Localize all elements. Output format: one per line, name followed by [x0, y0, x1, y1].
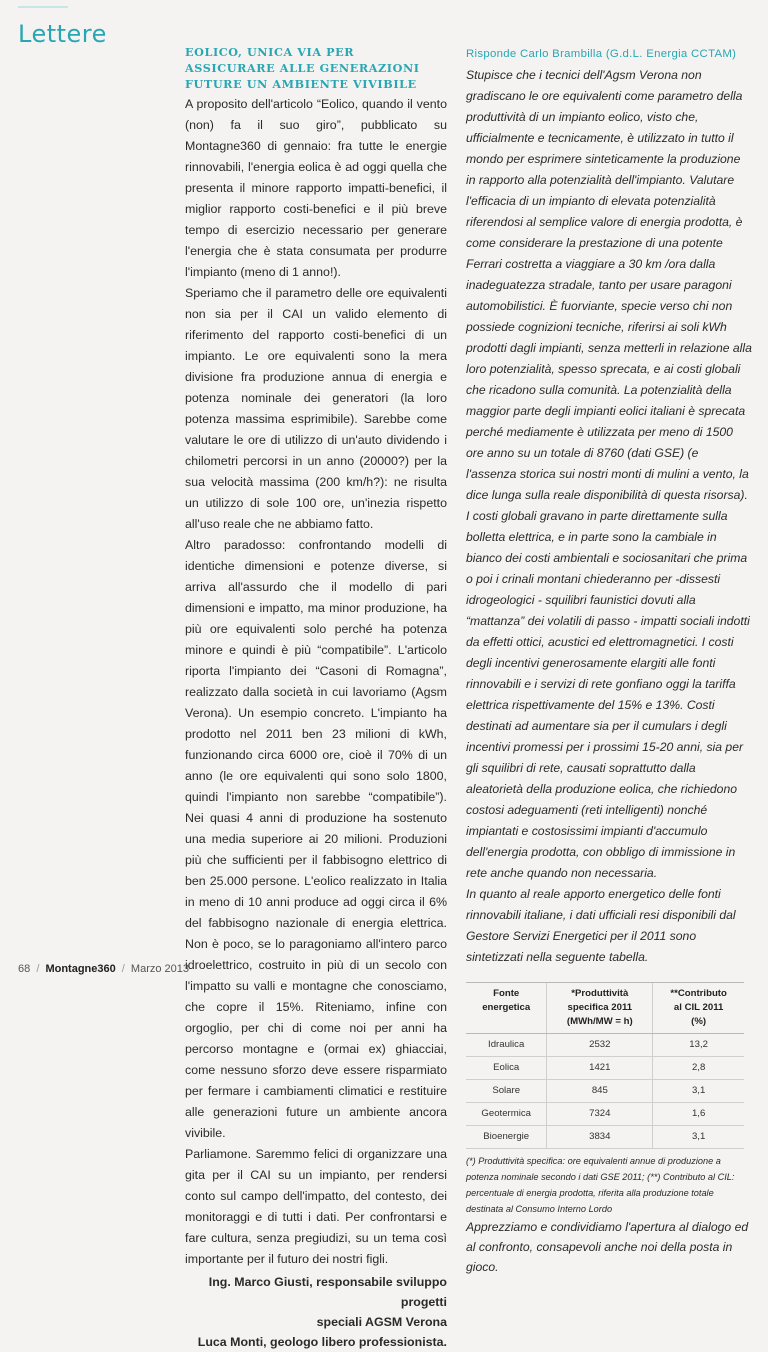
- table-row: [466, 1034, 744, 1057]
- section-rule: [18, 6, 68, 8]
- letter-paragraph: Parliamone. Saremmo felici di organizzare una gita per il CAI su un impianto, per rendersi conto sul campo dell'impatto, del contesto, dei monitoraggi e di tutti i dati. Per confrontarsi e fare cultura, senza pregiudizi, su un tema così importante per il futuro dei nostri figli.: [185, 1147, 447, 1266]
- signature-line: speciali AGSM Verona: [316, 1315, 447, 1329]
- energy-table: [466, 982, 744, 1149]
- header-text: (%): [691, 1016, 707, 1027]
- signature-line: Luca Monti, geologo libero professionista.: [197, 1335, 447, 1349]
- issue-date: Marzo 2013: [130, 963, 190, 975]
- table-footnote: (*) Produttività specifica: ore equivalenti annue di produzione a potenza nominale secondo i dati GSE 2011; (**) Contributo al CIL: percentuale di energia prodotta, riferita alla produzione totale destinata al Consumo Interno Lordo: [466, 1156, 735, 1214]
- reply-closing: Apprezziamo e condividiamo l'apertura al dialogo ed al confronto, consapevoli anche noi della posta in gioco.: [466, 1220, 749, 1274]
- table-cell-contribution: 3,1: [653, 1126, 744, 1149]
- table-cell-contribution: 13,2: [653, 1034, 744, 1057]
- letter-paragraph: Altro paradosso: confrontando modelli di identiche dimensioni e potenze diverse, si arriva all'assurdo che il modello di pari dimensioni e impatto, ma minor produzione, ha più ore equivalenti solo perché ha potenza minore e quindi è più “compatibile”. L'articolo riporta l'impianto dei “Casoni di Romagna”, realizzato dalla società in cui lavoriamo (Agsm Verona). Un esempio concreto. L'impianto ha prodotto nel 2011 ben 23 milioni di kWh, funzionando circa 6000 ore, cioè il 70% di un anno (le ore equivalenti qui sono solo 1800, quindi l'impianto non sarebbe “compatibile”). Nei quasi 4 anni di produzione ha sostenuto una media superiore ai 20 milioni. Produzioni più che sufficienti per il fabbisogno elettrico di ben 25.000 persone. L'eolico realizzato in Italia in meno di 10 anni produce ad oggi circa il 6% del fabbisogno nazionale di energia elettrica. Non è poco, se lo paragoniamo all'intero parco idroelettrico, costruito in più di un secolo con l'impatto su valli e montagne che conosciamo, che copre il 15%. Riteniamo, infine con orgoglio, per chi di come noi per anni ha percorso montagne e (ormai ex) ghiacciai, come nessuno sforzo deve essere risparmiato per fermare i cambiamenti climatici e restituire alle generazioni future un ambiente ancora vivibile.: [185, 538, 447, 1140]
- letter-paragraph: Speriamo che il parametro delle ore equivalenti non sia per il CAI un valido elemento di riferimento del rapporto costi-benefici di un impianto. Le ore equivalenti sono la mera divisione fra produzione annua di energia e potenza nominale dei generatori (la loro potenza massima esprimibile). Sarebbe come valutare le ore di utilizzo di un'auto dividendo i chilometri percorsi in un anno (20000?) per la sua velocità massima (200 km/h?): ne risulta un utilizzo di sole 100 ore, un'inezia rispetto all'uso reale che ne abbiamo fatto.: [185, 286, 447, 531]
- header-text: energetica: [482, 1002, 531, 1013]
- table-cell-contribution: 2,8: [653, 1057, 744, 1080]
- table-cell-contribution: 1,6: [653, 1103, 744, 1126]
- header-text: *Produttività: [571, 988, 629, 999]
- table-cell-source: Solare: [466, 1080, 547, 1103]
- letter-column: [185, 44, 447, 1352]
- letter-signature: [185, 1272, 447, 1352]
- table-row: [466, 1057, 744, 1080]
- header-text: al CIL 2011: [673, 1002, 724, 1013]
- reply-paragraph: Stupisce che i tecnici dell'Agsm Verona non gradiscano le ore equivalenti come parametro della produttività di un impianto eolico, visto che, ufficialmente e tecnicamente, è utilizzato in tutto il mondo per esprimere sinteticamente la produzione in rapporto alla potenzialità dell'impianto. Valutare l'efficacia di un impianto di elevata potenzialità riferendosi al semplice valore di energia prodotta, è come considerare la prestazione di una potente Ferrari costretta a viaggiare a 30 km /ora dalla inadeguatezza stradale, tanto per usare paragoni automobilistici. È fuorviante, specie verso chi non possiede cognizioni tecniche, riferirsi ai soli kWh prodotti dagli impianti, senza metterli in relazione alla loro potenzialità, spesso sprecata, e ai costi globali che ricadono sulla comunità. La potenzialità della maggior parte degli impianti eolici italiani è sprecata perché mediamente è utilizzata per meno di 1500 ore anno su un totale di 8760 (dati GSE) (e l'assenza storica sui nostri monti di mulini a vento, la dice lunga sulla reale disponibilità di questa risorsa). I costi globali gravano in parte direttamente sulla bolletta elettrica, e in parte sono la cambiale in bianco dei costi ambientali e sociosanitari che prima o poi i crinali montani chiederanno per -dissesti idrogeologici - squilibri faunistici dovuti alla “mattanza” dei volatili di passo - impatti sociali indotti da effetti ottici, acustici ed elettromagnetici. I costi degli incentivi generosamente elargiti alle fonti rinnovabili e i servizi di rete gonfiano oggi la tariffa elettrica rispettivamente del 15% e 13%. Costi destinati ad aumentare sia per il cumulars i degli incentivi promessi per i prossimi 15-20 anni, sia per gli squilibri di rete, causati soprattutto dalla aleatorietà della produzione eolica, che richiedono costosi adeguamenti (reti intelligenti) nonché impiantati e costosissimi impianti d'accumulo dell'energia prodotta, con obbligo di immissione in rete anche quando non necessaria.: [466, 68, 752, 880]
- table-cell-source: Idraulica: [466, 1034, 547, 1057]
- table-cell-source: Bioenergie: [466, 1126, 547, 1149]
- table-cell-productivity: 2532: [547, 1034, 653, 1057]
- table-cell-contribution: 3,1: [653, 1080, 744, 1103]
- page-number: 68: [18, 963, 31, 975]
- table-row: [466, 1080, 744, 1103]
- letter-paragraph: A proposito dell'articolo “Eolico, quando il vento (non) fa il suo giro”, pubblicato su Montagne360 di gennaio: fra tutte le energie rinnovabili, l'energia eolica è ad oggi quella che presenta il minore rapporto impatti-benefici, il miglior rapporto costi-benefici e il più breve tempo di esercizio necessario per generare l'energia che è stata consumata per produrre l'impianto (meno di 1 anno!).: [185, 97, 447, 279]
- table-header-contribution: [653, 983, 744, 1034]
- header-text: (MWh/MW = h): [566, 1016, 633, 1027]
- table-cell-source: Eolica: [466, 1057, 547, 1080]
- header-text: specifica 2011: [567, 1002, 633, 1013]
- magazine-name: Montagne360: [45, 963, 116, 975]
- table-row: [466, 1103, 744, 1126]
- reply-column: [466, 44, 752, 1277]
- page-footer: [18, 963, 189, 975]
- table-cell-productivity: 1421: [547, 1057, 653, 1080]
- table-header-source: [466, 983, 547, 1034]
- table-row: [466, 1126, 744, 1149]
- letter-headline: EOLICO, UNICA VIA PER ASSICURARE ALLE GENERAZIONI FUTURE UN AMBIENTE VIVIBILE: [185, 45, 420, 91]
- header-text: Fonte: [493, 988, 520, 999]
- table-header-productivity: [547, 983, 653, 1034]
- table-cell-productivity: 7324: [547, 1103, 653, 1126]
- table-cell-productivity: 3834: [547, 1126, 653, 1149]
- table-header-row: [466, 983, 744, 1034]
- header-text: **Contributo: [670, 988, 727, 999]
- reply-paragraph: In quanto al reale apporto energetico delle fonti rinnovabili italiane, i dati ufficiali resi disponibili dal Gestore Servizi Energetici per il 2011 sono sintetizzati nella seguente tabella.: [466, 887, 736, 964]
- table-cell-source: Geotermica: [466, 1103, 547, 1126]
- footer-separator: /: [121, 963, 125, 975]
- footer-separator: /: [36, 963, 40, 975]
- table-cell-productivity: 845: [547, 1080, 653, 1103]
- reply-header: Risponde Carlo Brambilla (G.d.L. Energia CCTAM): [466, 48, 737, 60]
- section-title: Lettere: [18, 20, 107, 48]
- signature-line: Ing. Marco Giusti, responsabile sviluppo progetti: [208, 1275, 447, 1309]
